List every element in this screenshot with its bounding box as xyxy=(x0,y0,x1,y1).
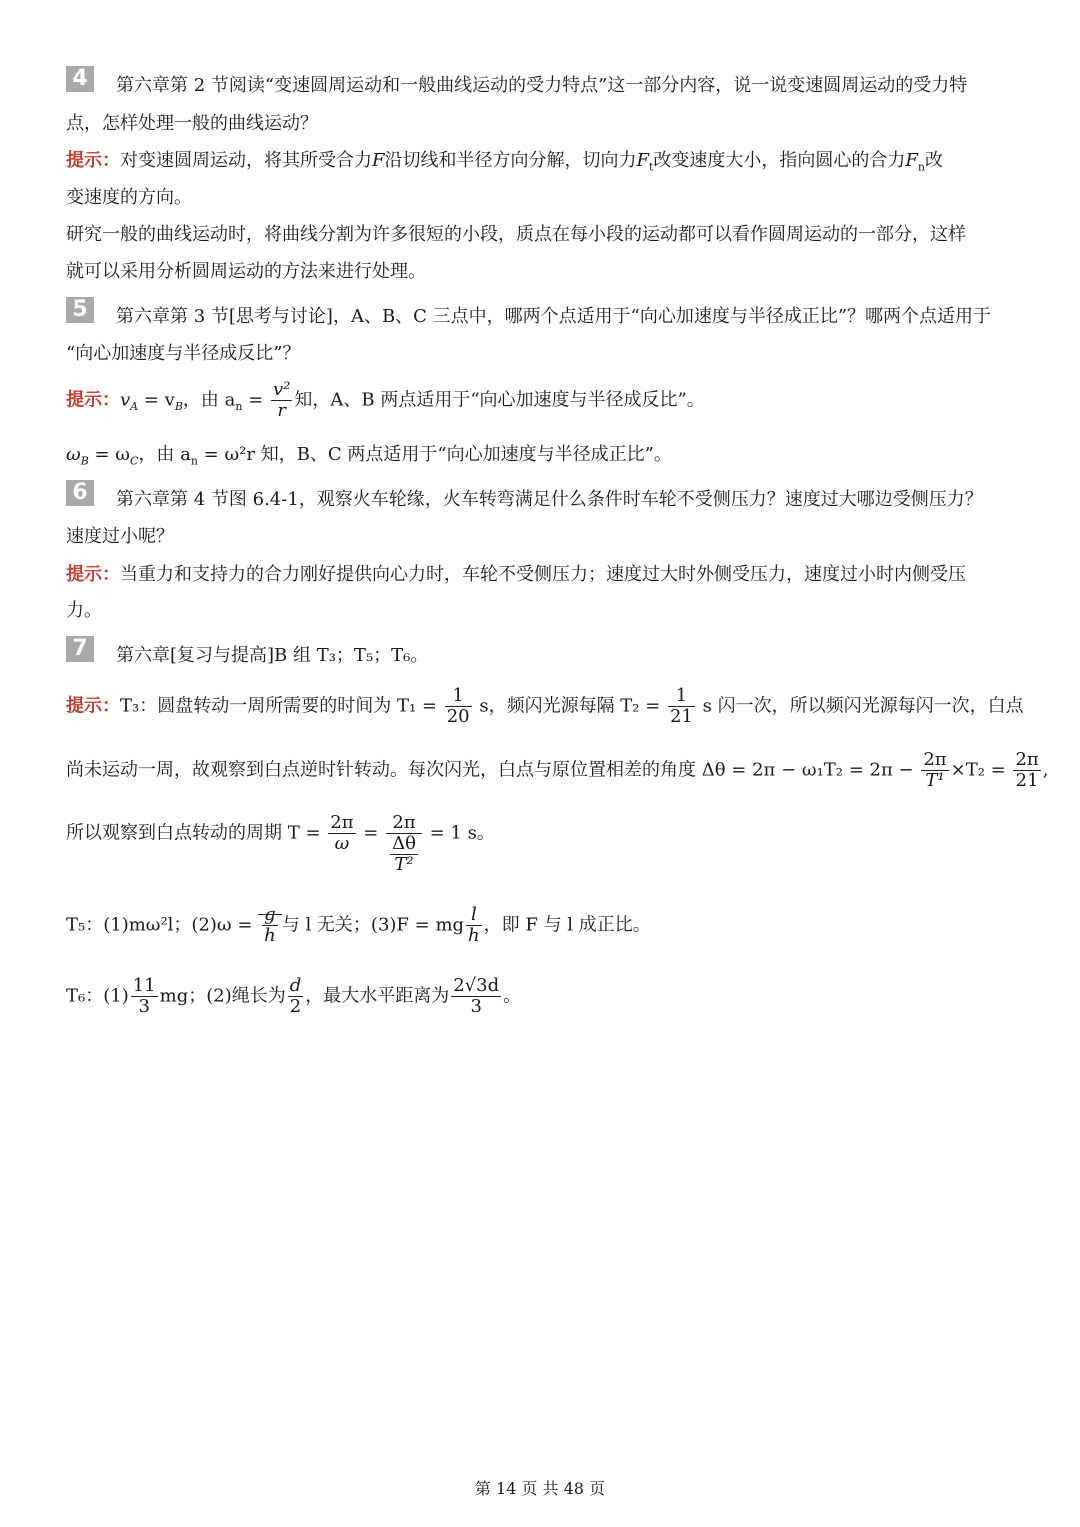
q5-hint-line1 xyxy=(66,380,705,421)
text: = v xyxy=(138,389,175,411)
text: = xyxy=(242,389,269,411)
denominator: 21 xyxy=(670,706,693,727)
q4-line1: 第六章第 2 节阅读“变速圆周运动和一般曲线运动的受力特点”这一部分内容，说一说变速圆周运动的受力特 xyxy=(116,75,968,96)
text: = 1 s。 xyxy=(423,822,495,844)
q6-hint-line2: 力。 xyxy=(66,600,102,621)
denominator: h xyxy=(468,925,480,946)
text: 对变速圆周运动，将其所受合力 xyxy=(120,150,372,171)
complex-fraction xyxy=(386,813,422,875)
denominator: T¹ xyxy=(925,770,945,791)
fraction xyxy=(288,976,304,1017)
fraction xyxy=(668,686,695,727)
text: 改变速度大小，指向圆心的合力 xyxy=(653,150,906,171)
denominator: 20 xyxy=(446,706,470,727)
square-root xyxy=(258,904,282,946)
numerator: 2π xyxy=(330,812,354,833)
q4-hint-line1 xyxy=(66,149,943,180)
q4-hint-line3: 研究一般的曲线运动时，将曲线分割为许多很短的小段，质点在每小段的运动都可以看作圆周运动的一部分，这样 xyxy=(66,224,966,245)
text: ω xyxy=(66,444,81,465)
numerator: 11 xyxy=(132,975,156,996)
sub: B xyxy=(174,400,183,414)
numerator: l xyxy=(466,905,482,926)
text: ，即 F 与 l 成正比。 xyxy=(483,914,651,936)
numerator: 1 xyxy=(445,686,472,707)
text: ，最大水平距离为 xyxy=(305,985,450,1007)
text: 沿切线和半径方向分解，切向力 xyxy=(384,150,637,171)
text: ，由 a xyxy=(138,444,191,465)
text: 。 xyxy=(503,985,522,1007)
fraction xyxy=(328,813,355,854)
fraction xyxy=(390,834,418,875)
text: , xyxy=(1042,759,1049,781)
sub: B xyxy=(80,454,89,468)
numerator: Δθ xyxy=(392,833,416,854)
q7-t3-line3 xyxy=(66,813,495,875)
denominator: ω xyxy=(334,833,350,854)
denominator: r xyxy=(277,400,286,421)
fraction xyxy=(921,750,948,791)
denominator: T² xyxy=(394,854,414,875)
fraction xyxy=(271,380,292,421)
fraction xyxy=(466,905,482,946)
text: mg；(2)绳长为 xyxy=(159,985,286,1007)
denominator: 3 xyxy=(138,996,150,1017)
sub: t xyxy=(649,160,654,174)
q7-t3-line1 xyxy=(66,686,1024,727)
text: ×T₂ = xyxy=(950,759,1012,781)
page-footer: 第 14 页 共 48 页 xyxy=(474,1479,606,1498)
denominator xyxy=(386,834,422,875)
denominator: 2 xyxy=(289,996,302,1017)
question-number-badge: 4 xyxy=(66,66,94,92)
text: = ω xyxy=(88,444,130,465)
sub: n xyxy=(235,400,243,414)
text: ，由 a xyxy=(182,389,236,411)
numerator: g xyxy=(262,905,278,926)
text: 改 xyxy=(925,150,944,171)
q4-hint-line2: 变速度的方向。 xyxy=(66,187,192,208)
sub: n xyxy=(917,160,926,174)
text: 与 l 无关；(3)F = mg xyxy=(281,914,465,936)
fraction xyxy=(1013,750,1040,791)
text: T₆：(1) xyxy=(66,985,129,1007)
sub: C xyxy=(129,454,139,468)
var-F: F xyxy=(372,150,385,171)
numerator: v² xyxy=(273,379,291,400)
question-number-badge: 5 xyxy=(66,297,94,323)
hint-label: 提示： xyxy=(66,389,120,411)
fraction xyxy=(445,686,472,727)
text: 当重力和支持力的合力刚好提供向心力时，车轮不受侧压力；速度过大时外侧受压力，速度过小时内侧受压 xyxy=(120,564,966,585)
text: v xyxy=(120,389,131,411)
hint-label: 提示： xyxy=(66,150,120,171)
sub: A xyxy=(130,400,139,414)
text: 所以观察到白点转动的周期 T = xyxy=(66,822,327,844)
hint-label: 提示： xyxy=(66,564,120,585)
text: s 闪一次，所以频闪光源每闪一次，白点 xyxy=(696,695,1024,717)
sub: n xyxy=(190,454,198,468)
q7-t5-line xyxy=(66,905,651,946)
q7-t6-line xyxy=(66,976,521,1017)
question-number-badge: 6 xyxy=(66,480,94,506)
denominator: h xyxy=(264,925,276,946)
q4-line2: 点，怎样处理一般的曲线运动？ xyxy=(66,113,318,134)
q6-line1: 第六章第 4 节图 6.4-1，观察火车轮缘，火车转弯满足什么条件时车轮不受侧压力？速度过大哪边受侧压力？ xyxy=(116,489,983,510)
text: 知，A、B 两点适用于“向心加速度与半径成反比”。 xyxy=(294,389,705,411)
text: 尚未运动一周，故观察到白点逆时针转动。每次闪光，白点与原位置相差的角度 Δθ = 2π − ω₁T₂ = 2π − xyxy=(66,759,920,781)
text: T₃：圆盘转动一周所需要的时间为 T₁ = xyxy=(120,695,443,717)
var-Ft: F xyxy=(636,150,649,171)
var-Fn: F xyxy=(905,150,918,171)
q7-t3-line2 xyxy=(66,750,1049,791)
q7-line1: 第六章[复习与提高]B 组 T₃；T₅；T₆。 xyxy=(116,645,429,666)
numerator: 2π xyxy=(386,813,422,834)
q5-line2: “向心加速度与半径成反比”？ xyxy=(66,343,301,364)
text: T₅：(1)mω²l；(2)ω = xyxy=(66,914,259,936)
text: = ω²r 知，B、C 两点适用于“向心加速度与半径成正比”。 xyxy=(197,444,672,465)
numerator: 1 xyxy=(668,686,695,707)
q5-hint-line2 xyxy=(66,443,672,474)
denominator: 3 xyxy=(470,996,482,1017)
numerator: 2π xyxy=(1015,749,1039,770)
q4-hint-line4: 就可以采用分析圆周运动的方法来进行处理。 xyxy=(66,261,426,282)
q5-line1: 第六章第 3 节[思考与讨论]，A、B、C 三点中，哪两个点适用于“向心加速度与半径成正比”？哪两个点适用于 xyxy=(116,306,992,327)
fraction xyxy=(262,905,278,946)
numerator: d xyxy=(289,975,302,996)
fraction xyxy=(131,976,158,1017)
denominator: 21 xyxy=(1015,770,1039,791)
numerator: 2π xyxy=(923,749,947,770)
hint-label: 提示： xyxy=(66,695,120,717)
fraction xyxy=(451,976,501,1017)
q6-hint-line1 xyxy=(66,563,966,587)
text: s，频闪光源每隔 T₂ = xyxy=(473,695,667,717)
question-number-badge: 7 xyxy=(66,636,94,662)
text: = xyxy=(357,822,385,844)
numerator: 2√3d xyxy=(453,975,500,996)
q6-line2: 速度过小呢？ xyxy=(66,526,174,547)
